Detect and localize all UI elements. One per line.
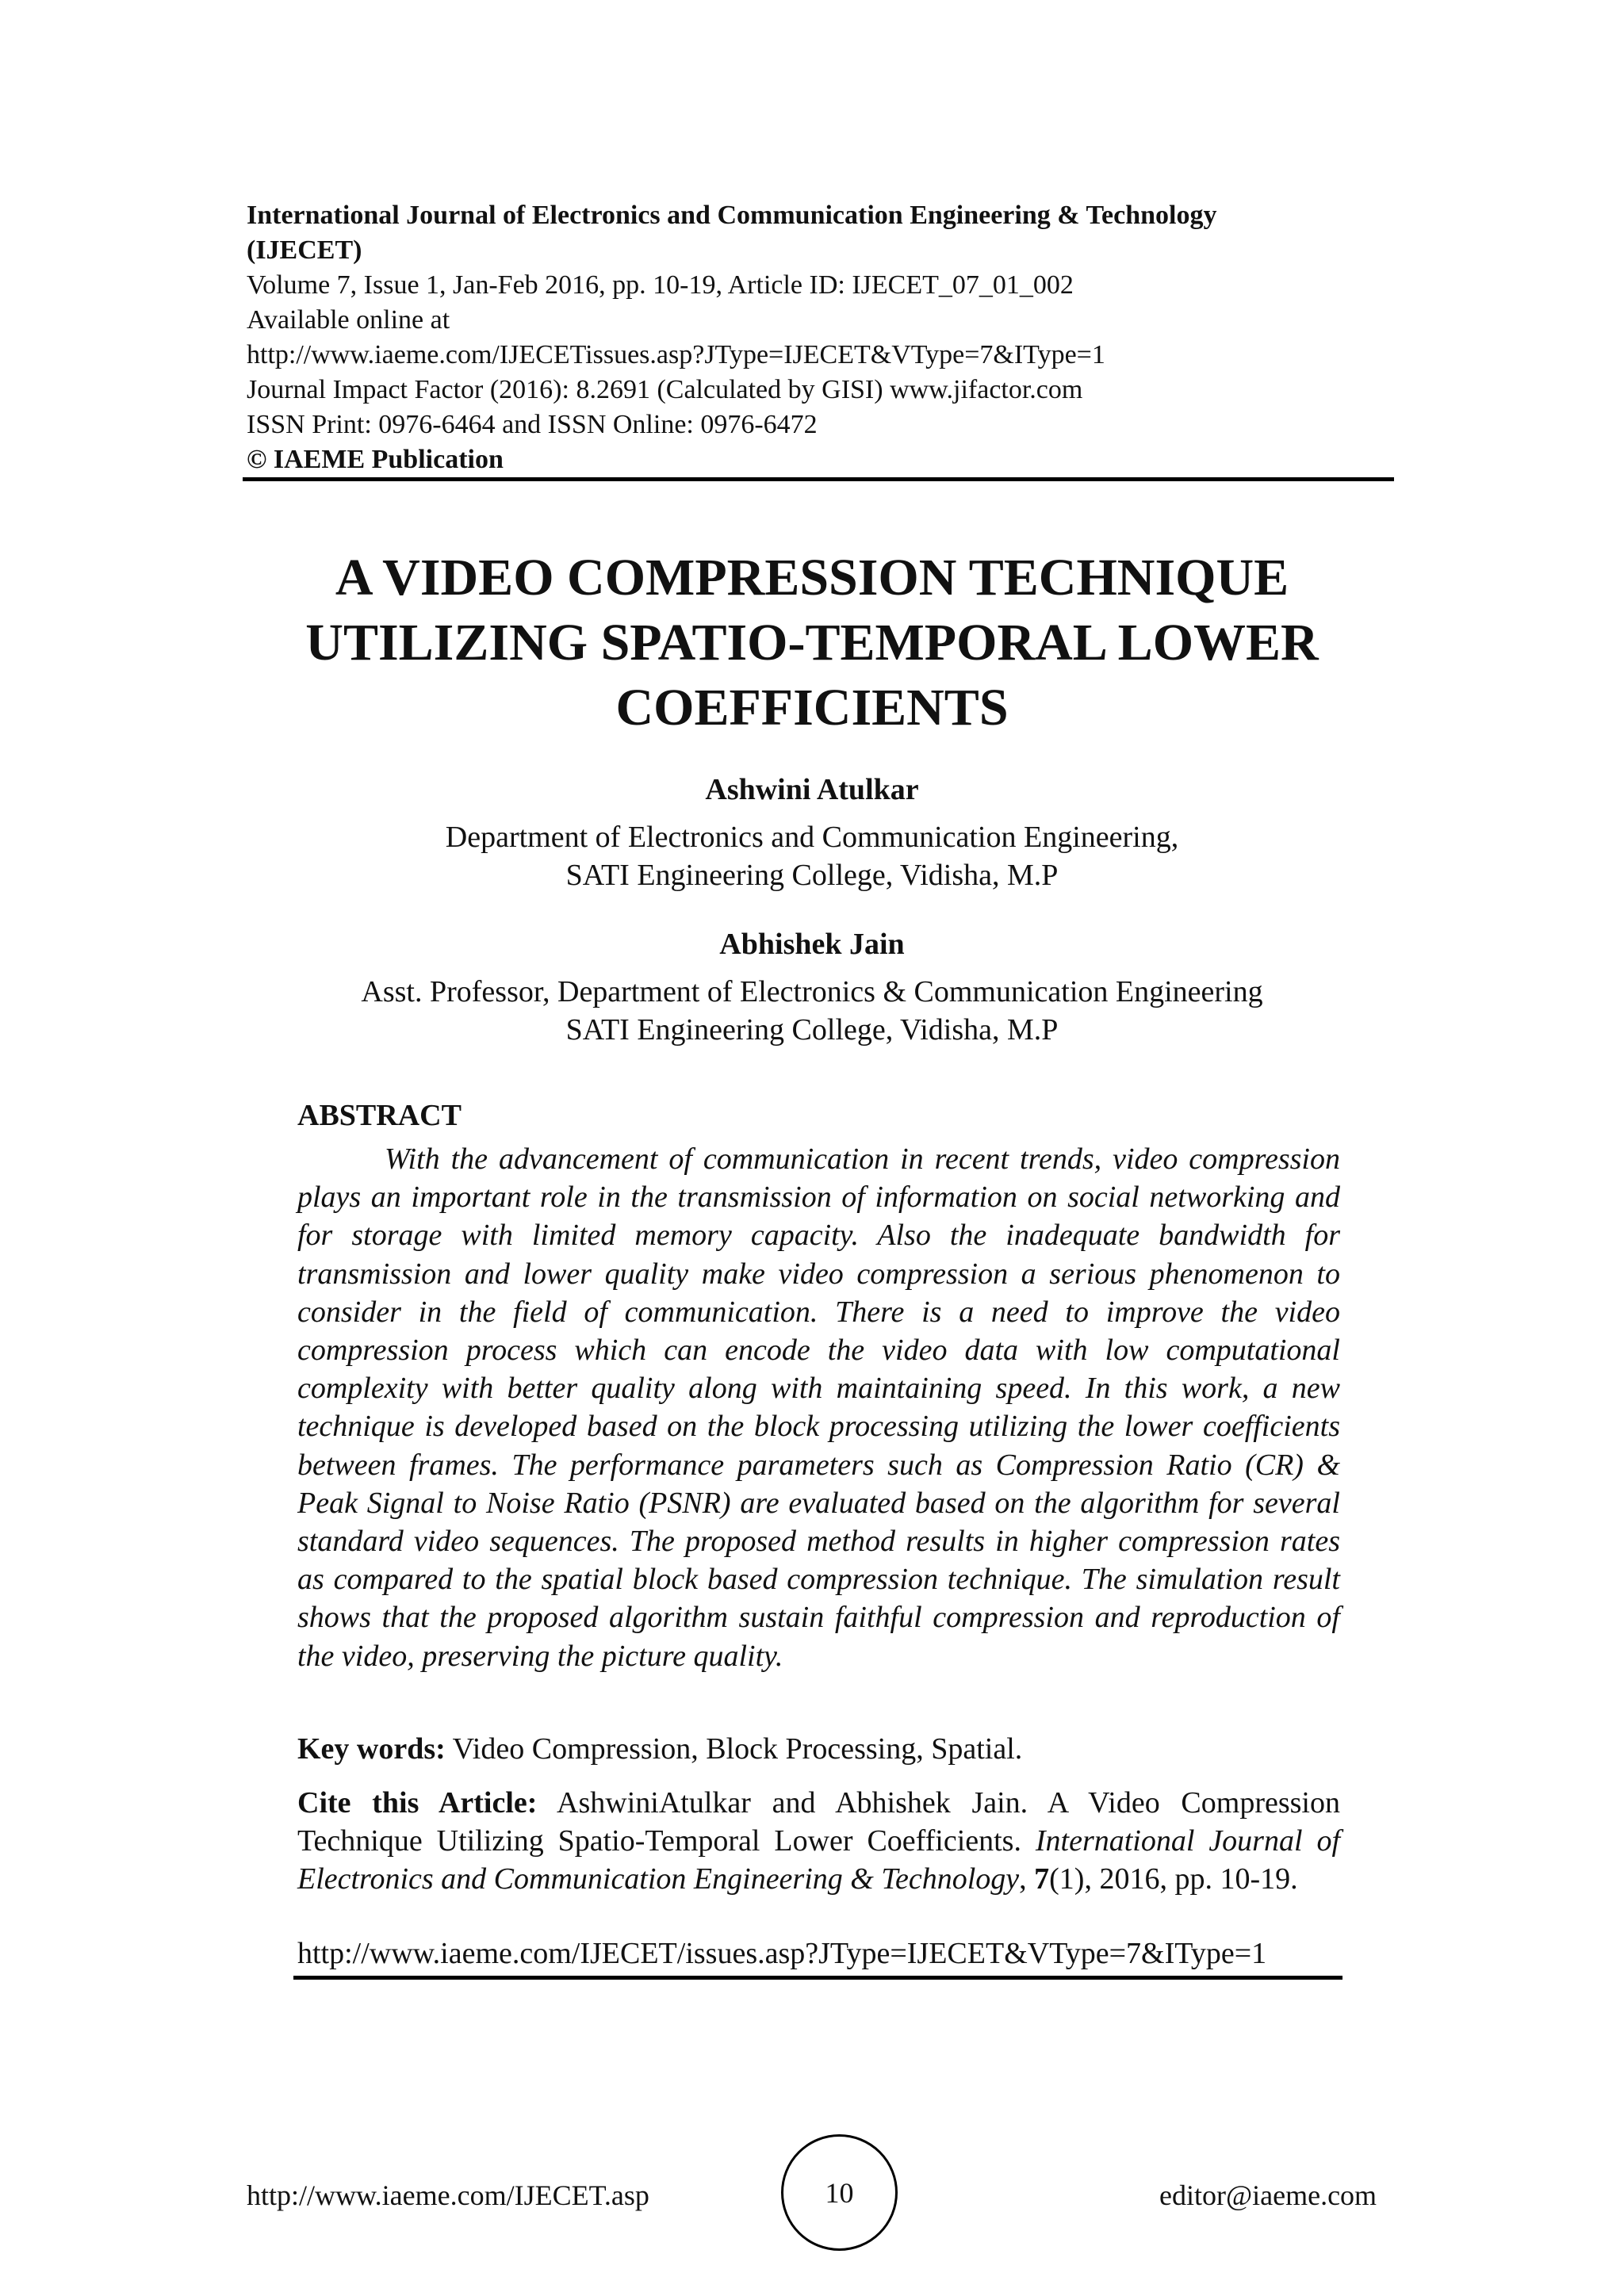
footer-email-link[interactable]: editor@iaeme.com	[1159, 2179, 1377, 2211]
author-block-1	[238, 771, 1386, 894]
citation	[297, 1784, 1340, 1898]
author-affiliation-1b: SATI Engineering College, Vidisha, M.P	[565, 859, 1059, 892]
page-number-circle	[781, 2134, 898, 2251]
footer-url-link[interactable]: http://www.iaeme.com/IJECET.asp	[247, 2179, 649, 2211]
header-divider	[243, 477, 1394, 481]
paper-title	[238, 545, 1386, 740]
citation-volume: 7	[1034, 1862, 1050, 1896]
journal-name: International Journal of Electronics and Communication Engineering & Technology	[247, 201, 1217, 230]
author-name-2: Abhishek Jain	[719, 928, 905, 961]
author-name-1: Ashwini Atulkar	[705, 773, 919, 806]
author-affiliation-2b: SATI Engineering College, Vidisha, M.P	[565, 1013, 1059, 1047]
title-line-1: A VIDEO COMPRESSION TECHNIQUE	[335, 549, 1289, 607]
keywords-label: Key words:	[297, 1732, 446, 1766]
abstract-heading: ABSTRACT	[297, 1099, 462, 1132]
author-affiliation-1a: Department of Electronics and Communication Engineering,	[445, 821, 1179, 854]
impact-factor: Journal Impact Factor (2016): 8.2691 (Calculated by GISI) www.jifactor.com	[247, 375, 1083, 404]
keywords-value: Video Compression, Block Processing, Spatial.	[452, 1732, 1023, 1766]
issn-info: ISSN Print: 0976-6464 and ISSN Online: 0976-6472	[247, 410, 818, 439]
author-block-2	[238, 925, 1386, 1049]
citation-divider	[293, 1976, 1342, 1980]
available-online-label: Available online at	[247, 305, 450, 335]
citation-issue-pages: (1), 2016, pp. 10-19.	[1049, 1862, 1298, 1896]
citation-label: Cite this Article:	[297, 1786, 538, 1820]
online-url-link[interactable]: http://www.iaeme.com/IJECETissues.asp?JType=IJECET&VType=7&IType=1	[247, 340, 1105, 369]
abstract-text: With the advancement of communication in recent trends, video compression plays an important role in the transmission of information on social networking and for storage with limited memory capacity. Also the inadequate bandwidth for transmission and lower quality make video compression a serious phenomenon to consider in the field of communication. There is a need to improve the video compression process which can encode the video data with low computational complexity with better quality along with maintaining speed. In this work, a new technique is developed based on the block processing utilizing the lower coefficients between frames. The performance parameters such as Compression Ratio (CR) & Peak Signal to Noise Ratio (PSNR) are evaluated based on the algorithm for several standard video sequences. The proposed method results in higher compression rates as compared to the spatial block based compression technique. The simulation result shows that the proposed algorithm sustain faithful compression and reproduction of the video, preserving the picture quality.	[297, 1142, 1340, 1673]
author-affiliation-2a: Asst. Professor, Department of Electronics & Communication Engineering	[361, 975, 1263, 1008]
title-line-2: UTILIZING SPATIO-TEMPORAL LOWER	[305, 614, 1319, 672]
publisher: © IAEME Publication	[247, 445, 504, 474]
citation-authors-title: AshwiniAtulkar and Abhishek Jain. A Video Compression Technique Utilizing Spatio-Temporal Lower Coefficients.	[297, 1786, 1340, 1858]
page-number: 10	[825, 2176, 854, 2209]
volume-info: Volume 7, Issue 1, Jan-Feb 2016, pp. 10-19, Article ID: IJECET_07_01_002	[247, 270, 1074, 300]
title-line-3: COEFFICIENTS	[615, 679, 1009, 737]
keywords	[297, 1730, 1340, 1768]
citation-url-link[interactable]: http://www.iaeme.com/IJECET/issues.asp?JType=IJECET&VType=7&IType=1	[297, 1937, 1267, 1970]
citation-journal: International Journal of Electronics and Communication Engineering & Technology	[297, 1824, 1340, 1896]
journal-abbrev: (IJECET)	[247, 235, 362, 265]
journal-header	[247, 198, 1396, 477]
citation-separator: ,	[1019, 1862, 1035, 1896]
